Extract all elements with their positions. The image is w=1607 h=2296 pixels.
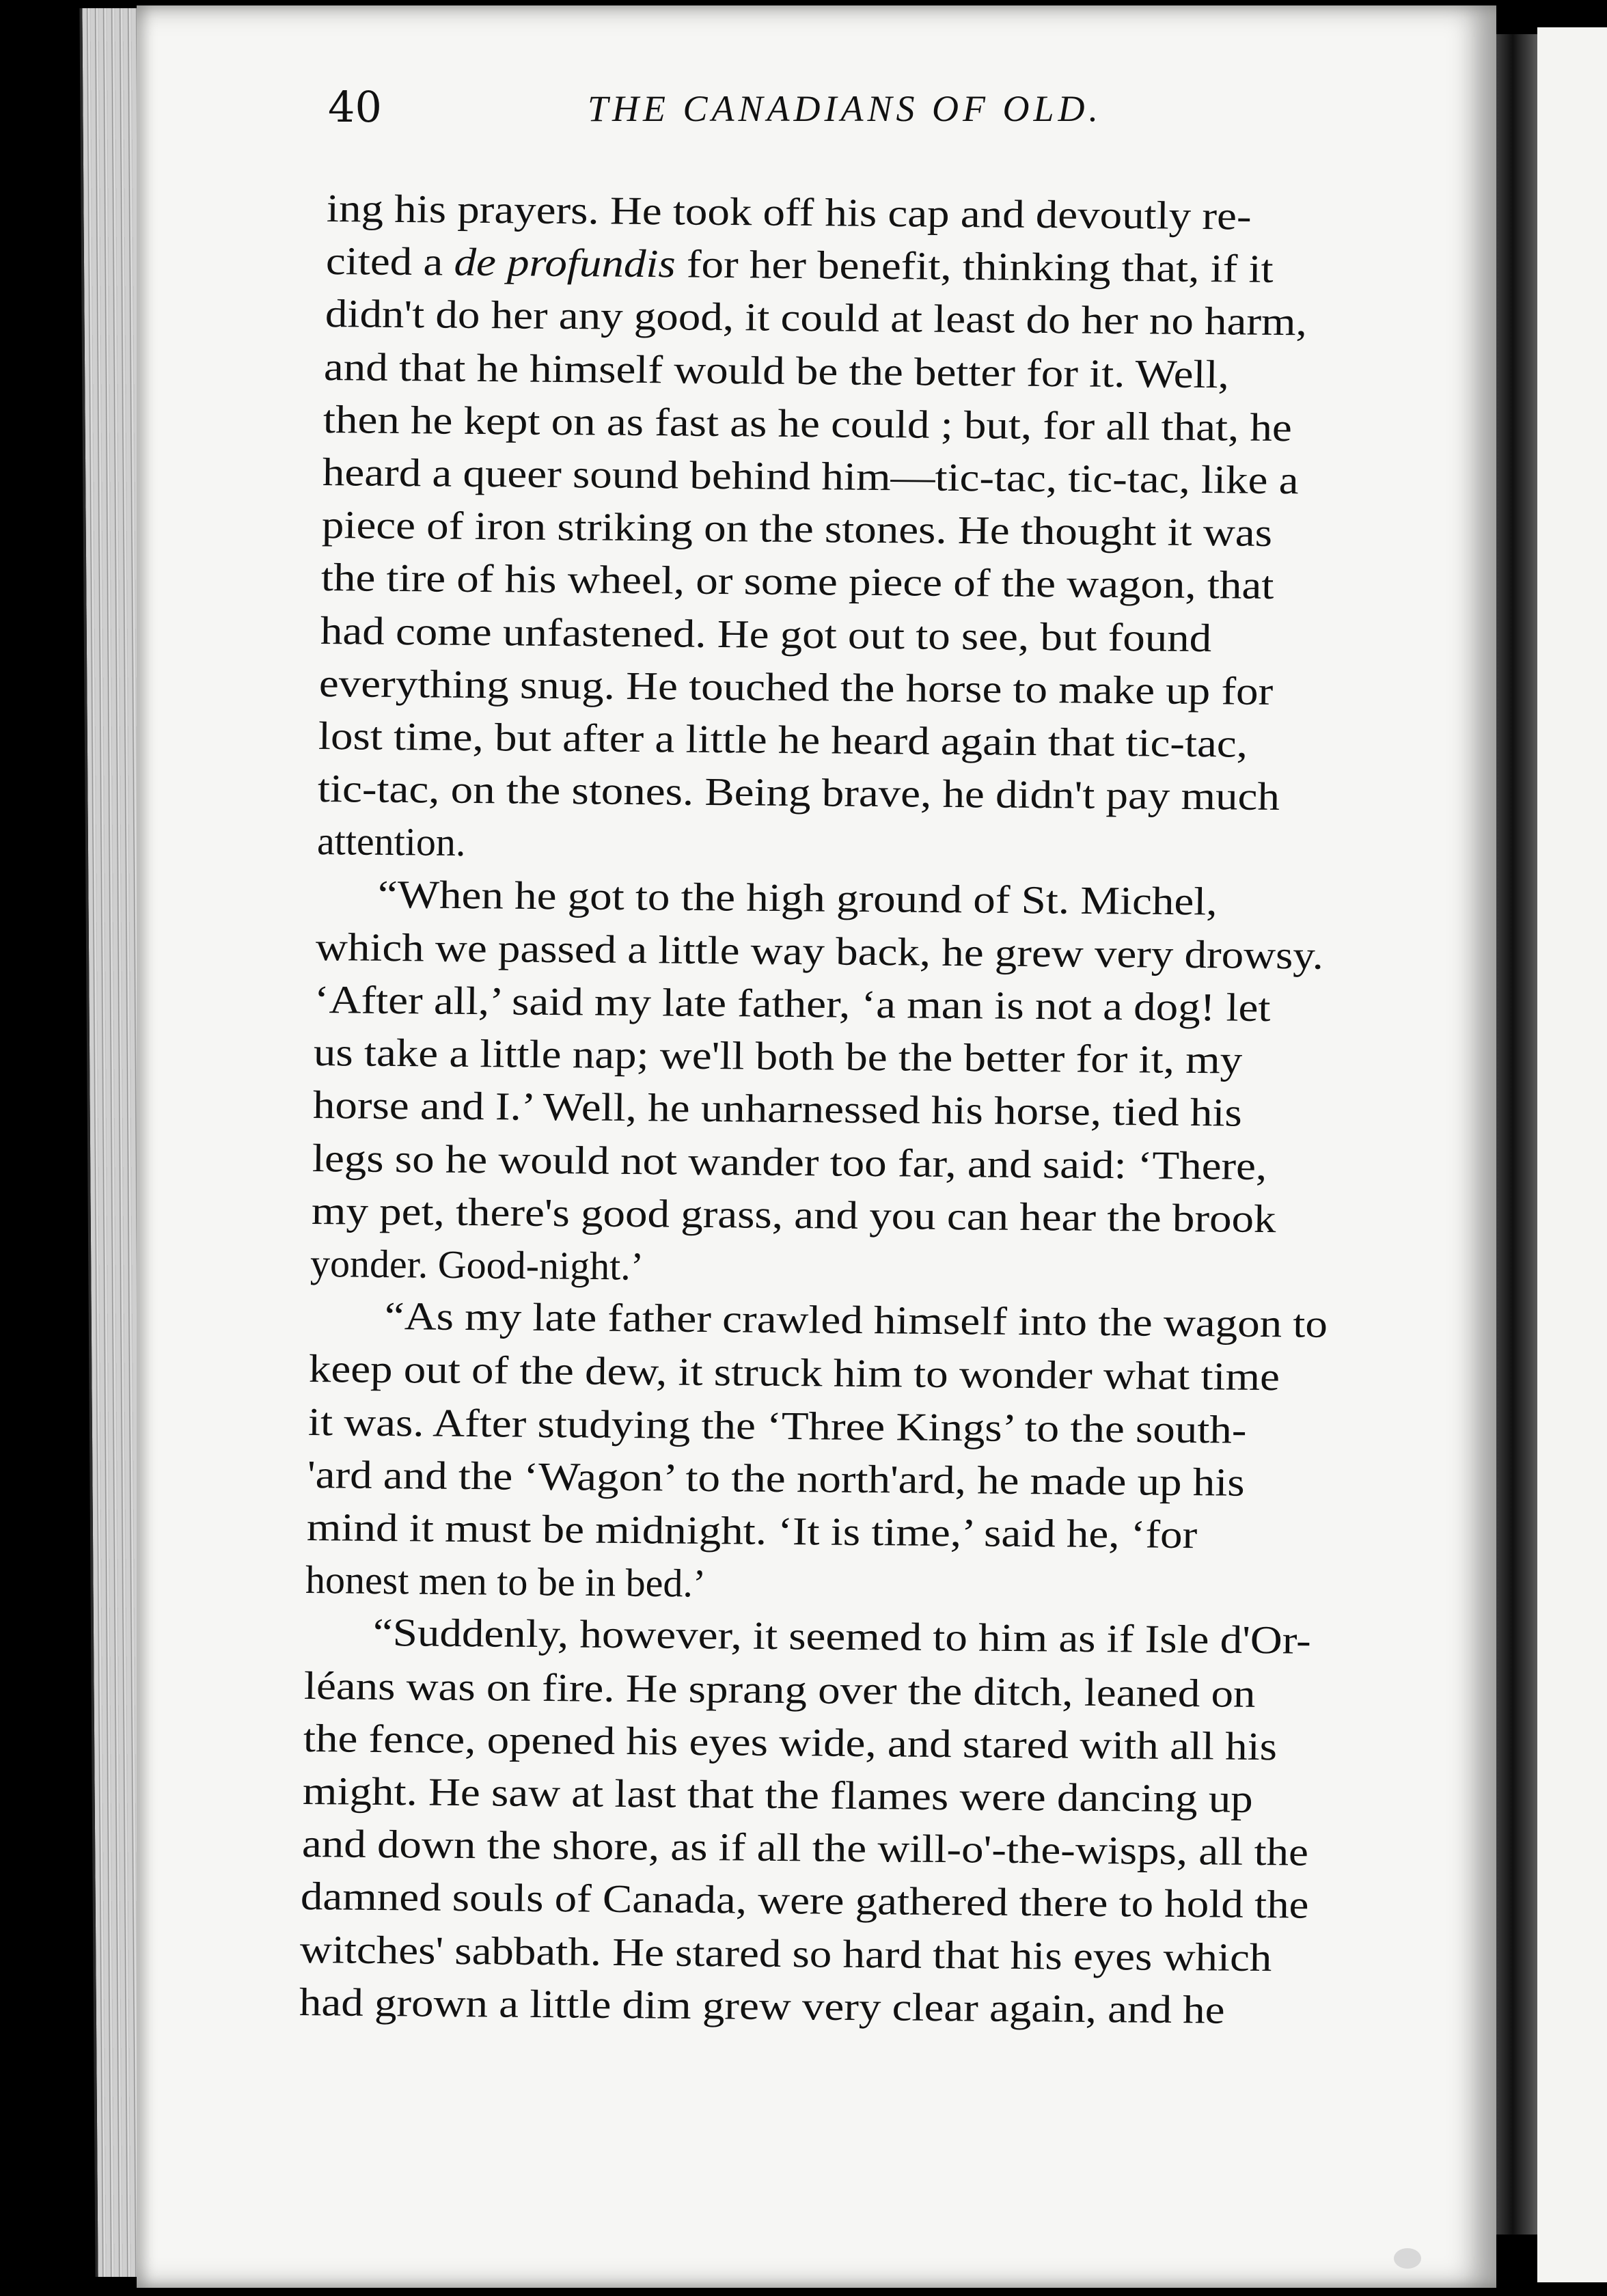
text-line: attention. xyxy=(316,819,466,865)
text-line: yonder. Good-night.’ xyxy=(310,1241,644,1289)
text-line: might. He saw at last that the flames were dancing up xyxy=(302,1768,1253,1821)
text-line: piece of iron striking on the stones. He thought it was xyxy=(321,502,1273,556)
text-line: didn't do her any good, it could at least do her no harm, xyxy=(325,291,1307,344)
text-line: léans was on fire. He sprang over the ditch, leaned on xyxy=(303,1663,1256,1716)
text-line: my pet, there's good grass, and you can hear the brook xyxy=(311,1188,1276,1241)
text-line: the fence, opened his eyes wide, and stared with all his xyxy=(303,1715,1278,1769)
text-line: lost time, but after a little he heard again that tic-tac, xyxy=(318,713,1248,766)
text-line: mind it must be midnight. ‘It is time,’ said he, ‘for xyxy=(306,1505,1198,1557)
text-line: damned souls of Canada, were gathered there to hold the xyxy=(300,1874,1310,1928)
text-line: legs so he would not wander too far, and said: ‘There, xyxy=(312,1135,1267,1188)
text-line: us take a little nap; we'll both be the better for it, my xyxy=(313,1030,1243,1082)
text-line: honest men to be in bed.’ xyxy=(305,1557,707,1606)
text-line: ing his prayers. He took off his cap and devoutly re- xyxy=(326,186,1252,238)
text-line: “When he got to the high ground of St. Michel, xyxy=(377,871,1218,924)
italic-phrase: de profundis xyxy=(454,239,676,286)
text-line: and down the shore, as if all the will-o'-the-wisps, all the xyxy=(301,1821,1308,1874)
text-line: 'ard and the ‘Wagon’ to the north'ard, he made up his xyxy=(307,1451,1245,1505)
text-line: which we passed a little way back, he grew very drowsy. xyxy=(315,924,1323,978)
text-line: heard a queer sound behind him—tic-tac, tic-tac, like a xyxy=(322,450,1299,503)
text-line: keep out of the dew, it struck him to wonder what time xyxy=(308,1346,1280,1399)
text-line: “As my late father crawled himself into the wagon to xyxy=(384,1294,1328,1347)
text-line: then he kept on as fast as he could ; but, for all that, he xyxy=(322,396,1293,450)
text-line: it was. After studying the ‘Three Kings’ to the south- xyxy=(307,1399,1247,1452)
running-title: THE CANADIANS OF OLD. xyxy=(588,88,1103,129)
page-number: 40 xyxy=(328,82,382,132)
text-line: horse and I.’ Well, he unharnessed his horse, tied his xyxy=(312,1082,1243,1136)
text-line: ‘After all,’ said my late father, ‘a man is not a dog! let xyxy=(314,977,1272,1030)
text-line: the tire of his wheel, or some piece of the wagon, that xyxy=(320,555,1274,608)
text-line: had come unfastened. He got out to see, but found xyxy=(320,607,1212,660)
text-line: tic-tac, on the stones. Being brave, he didn't pay much xyxy=(317,766,1280,819)
text-line: cited a de profundis for her benefit, thinking that, if it xyxy=(325,238,1274,292)
scan-speck xyxy=(1394,2248,1421,2269)
text-line: witches' sabbath. He stared so hard that his eyes which xyxy=(299,1926,1272,1980)
text-line: had grown a little dim grew very clear again, and he xyxy=(299,1979,1225,2032)
text-line: everything snug. He touched the horse to make up for xyxy=(319,660,1274,713)
text-line: and that he himself would be the better for it. Well, xyxy=(324,344,1230,396)
text-line: “Suddenly, however, it seemed to him as if Isle d'Or- xyxy=(372,1610,1312,1663)
